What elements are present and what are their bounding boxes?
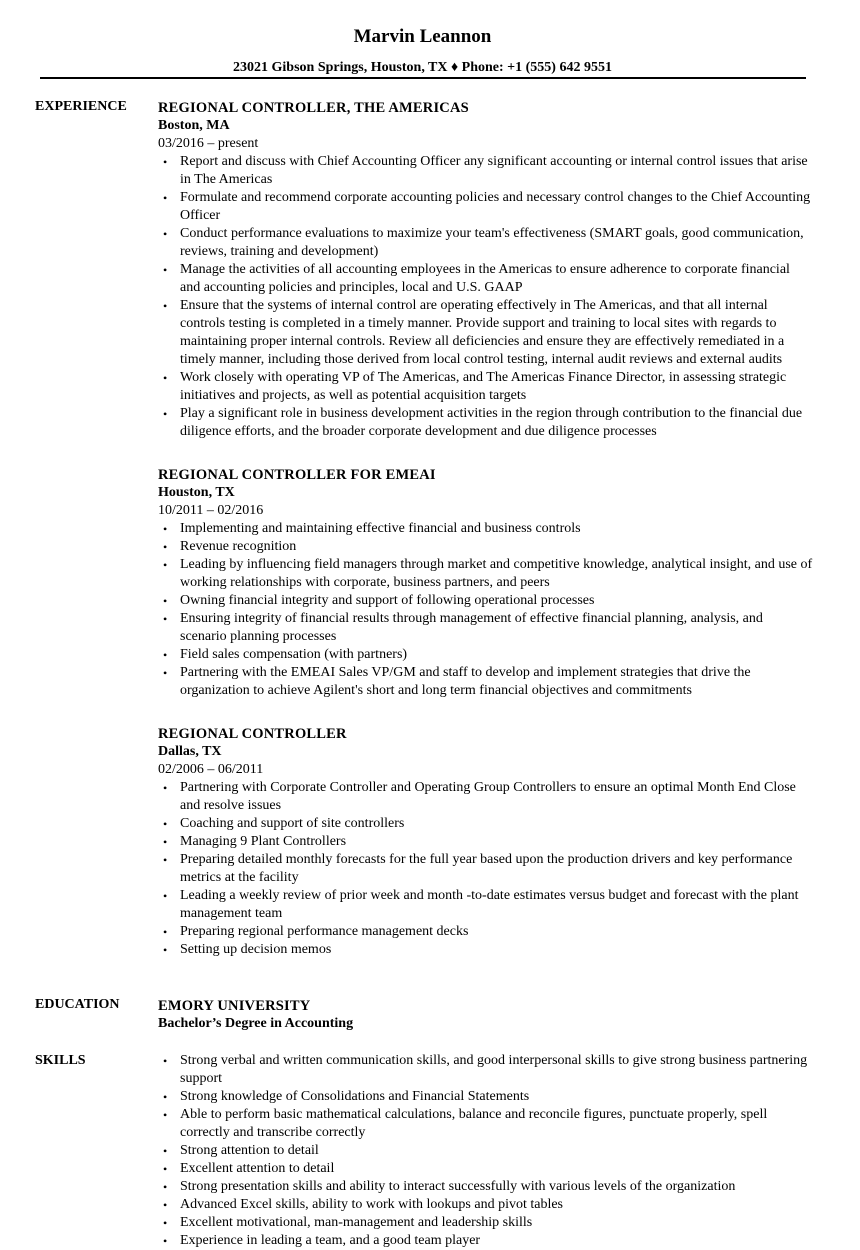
list-item: • Strong attention to detail: [158, 1142, 813, 1160]
list-item: • Ensure that the systems of internal control are operating effectively in The Americas, and that all internal controls testing is completed in a timely manner. Provide support and training to local sites with regards to maintaining proper internal controls. Review all deficiencies and ensure they are effectively remediated in a timely manner, including those derived from local control testing, internal audit reviews and external audits: [158, 297, 813, 369]
list-item: • Excellent attention to detail: [158, 1160, 813, 1178]
job-title: REGIONAL CONTROLLER FOR EMEAI: [158, 467, 436, 483]
job-bullets: [158, 520, 813, 700]
list-item: • Strong knowledge of Consolidations and Financial Statements: [158, 1088, 813, 1106]
job-location: Boston, MA: [158, 118, 230, 133]
list-item: • Leading by influencing field managers through market and competitive knowledge, analytical insight, and use of working relationships with corporate, business partners, and peers: [158, 556, 813, 592]
list-item: • Preparing regional performance management decks: [158, 923, 813, 941]
list-item: • Preparing detailed monthly forecasts for the full year based upon the production drivers and key performance metrics at the facility: [158, 851, 813, 887]
list-item: • Report and discuss with Chief Accounting Officer any significant accounting or internal control issues that arise in The Americas: [158, 153, 813, 189]
job-dates: 10/2011 – 02/2016: [158, 503, 264, 518]
school-name: EMORY UNIVERSITY: [158, 998, 311, 1014]
list-item: • Work closely with operating VP of The Americas, and The Americas Finance Director, in assessing strategic initiatives and projects, as well as potential acquisition targets: [158, 369, 813, 405]
resume-name: Marvin Leannon: [353, 26, 492, 47]
education-section: [158, 997, 813, 1033]
job-location: Dallas, TX: [158, 744, 222, 759]
list-item: • Excellent motivational, man-management and leadership skills: [158, 1214, 813, 1232]
list-item: • Manage the activities of all accounting employees in the Americas to ensure adherence to corporate financial and accounting policies and principles, local and U.S. GAAP: [158, 261, 813, 297]
job-bullets: [158, 153, 813, 441]
list-item: • Strong presentation skills and ability to interact successfully with various levels of the organization: [158, 1178, 813, 1196]
list-item: • Formulate and recommend corporate accounting policies and necessary control changes to the Chief Accounting Officer: [158, 189, 813, 225]
skills-heading: SKILLS: [35, 1053, 86, 1068]
list-item: • Revenue recognition: [158, 538, 813, 556]
job-title: REGIONAL CONTROLLER, THE AMERICAS: [158, 100, 469, 116]
list-item: • Partnering with Corporate Controller and Operating Group Controllers to ensure an optimal Month End Close and resolve issues: [158, 779, 813, 815]
job-entry: [158, 99, 813, 441]
list-item: • Play a significant role in business development activities in the region through contribution to the financial due diligence efforts, and the broader corporate development and due diligence processes: [158, 405, 813, 441]
list-item: • Advanced Excel skills, ability to work with lookups and pivot tables: [158, 1196, 813, 1214]
list-item: • Field sales compensation (with partners): [158, 646, 813, 664]
list-item: • Implementing and maintaining effective financial and business controls: [158, 520, 813, 538]
list-item: • Setting up decision memos: [158, 941, 813, 959]
list-item: • Owning financial integrity and support of following operational processes: [158, 592, 813, 610]
list-item: • Leading a weekly review of prior week and month -to-date estimates versus budget and forecast with the plant management team: [158, 887, 813, 923]
list-item: • Managing 9 Plant Controllers: [158, 833, 813, 851]
job-location: Houston, TX: [158, 485, 235, 500]
job-entry: [158, 466, 813, 700]
degree: Bachelor’s Degree in Accounting: [158, 1016, 354, 1031]
job-bullets: [158, 779, 813, 959]
skills-section: [158, 1052, 813, 1250]
header-divider: [40, 77, 806, 79]
list-item: • Able to perform basic mathematical calculations, balance and reconcile figures, punctuate properly, spell correctly and transcribe correctly: [158, 1106, 813, 1142]
job-title: REGIONAL CONTROLLER: [158, 726, 347, 742]
list-item: • Coaching and support of site controllers: [158, 815, 813, 833]
job-dates: 03/2016 – present: [158, 136, 259, 151]
skills-bullets: [158, 1052, 813, 1250]
education-heading: EDUCATION: [35, 997, 120, 1012]
job-dates: 02/2006 – 06/2011: [158, 762, 264, 777]
job-entry: [158, 725, 813, 959]
list-item: • Ensuring integrity of financial results through management of effective financial planning, analysis, and scenario planning processes: [158, 610, 813, 646]
experience-heading: EXPERIENCE: [35, 99, 127, 114]
experience-section: [158, 99, 813, 959]
contact-line: 23021 Gibson Springs, Houston, TX ♦ Phone: +1 (555) 642 9551: [233, 60, 612, 75]
list-item: • Strong verbal and written communication skills, and good interpersonal skills to give strong business partnering support: [158, 1052, 813, 1088]
list-item: • Partnering with the EMEAI Sales VP/GM and staff to develop and implement strategies that drive the organization to achieve Agilent's short and long term financial objectives and commitments: [158, 664, 813, 700]
list-item: • Conduct performance evaluations to maximize your team's effectiveness (SMART goals, good communication, reviews, training and development): [158, 225, 813, 261]
list-item: • Experience in leading a team, and a good team player: [158, 1232, 813, 1250]
